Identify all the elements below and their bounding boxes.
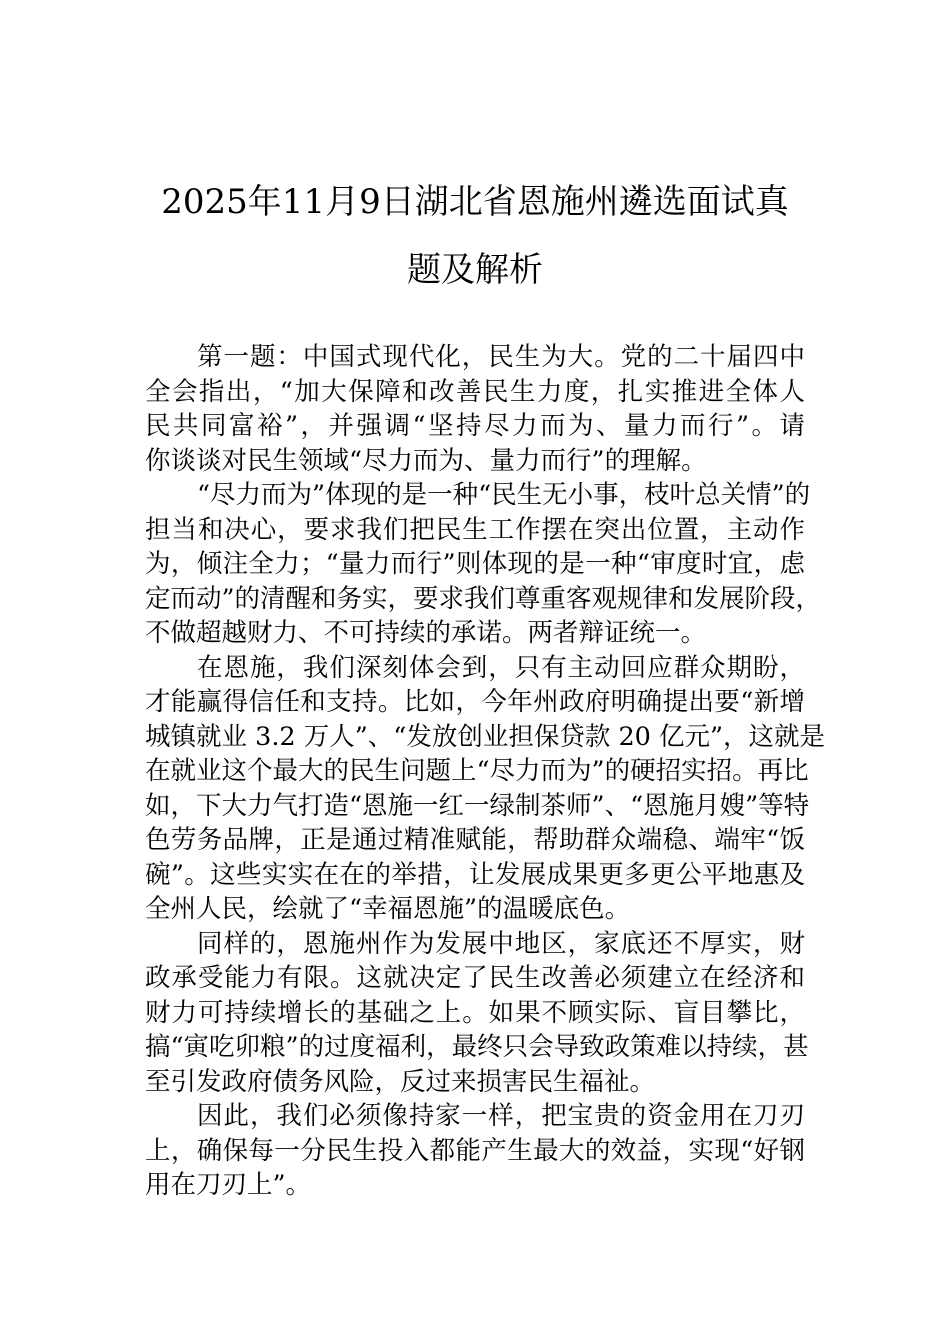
text-line: 上，确保每一分民生投入都能产生最大的效益，实现“好钢 [145,1135,805,1166]
text-line: 如，下大力气打造“恩施一红一绿制茶师”、“恩施月嫂”等特 [145,790,810,821]
document-body [145,340,826,1203]
text-line: 城镇就业 3.2 万人”、“发放创业担保贷款 20 亿元”，这就是 [145,721,826,752]
text-line: 色劳务品牌，正是通过精准赋能，帮助群众端稳、端牢“饭 [145,825,805,855]
document-title-line-1: 2025年11月9日湖北省恩施州遴选面试真 [161,182,789,222]
paragraph [145,340,805,478]
text-line: 才能赢得信任和支持。比如，今年州政府明确提出要“新增 [145,687,805,717]
text-line: 碗”。这些实实在在的举措，让发展成果更多更公平地惠及 [145,859,805,890]
text-line: 不做超越财力、不可持续的承诺。两者辩证统一。 [145,618,707,648]
text-line: 至引发政府债务风险，反过来损害民生福祉。 [145,1066,656,1097]
text-line: “尽力而为”体现的是一种“民生无小事，枝叶总关情”的 [197,480,811,510]
text-line: 你谈谈对民生领域“尽力而为、量力而行”的理解。 [145,445,707,476]
text-line: 在就业这个最大的民生问题上“尽力而为”的硬招实招。再比 [145,756,809,786]
text-line: 政承受能力有限。这就决定了民生改善必须建立在经济和 [145,963,805,993]
text-line: 民共同富裕”，并强调“坚持尽力而为、量力而行”。请 [145,411,805,441]
text-line: 为，倾注全力；“量力而行”则体现的是一种“审度时宜，虑 [145,549,805,579]
text-line: 因此，我们必须像持家一样，把宝贵的资金用在刀刃 [197,1101,805,1131]
text-line: 全会指出，“加大保障和改善民生力度，扎实推进全体人 [145,376,805,407]
paragraph [145,927,809,1100]
document-title-line-2: 题及解析 [407,250,543,290]
text-line: 用在刀刃上”。 [145,1170,312,1200]
text-line: 担当和决心，要求我们把民生工作摆在突出位置，主动作 [145,514,805,545]
paragraph [145,478,822,651]
text-line: 搞“寅吃卯粮”的过度福利，最终只会导致政策难以持续，甚 [145,1032,809,1062]
paragraph [145,651,826,927]
text-line: 全州人民，绘就了“幸福恩施”的温暖底色。 [145,894,631,924]
text-line: 财力可持续增长的基础之上。如果不顾实际、盲目攀比， [145,997,805,1028]
text-line: 同样的，恩施州作为发展中地区，家底还不厚实，财 [197,928,805,959]
text-line: 第一题：中国式现代化，民生为大。党的二十届四中 [197,342,805,372]
text-line: 定而动”的清醒和务实，要求我们尊重客观规律和发展阶段， [145,583,822,614]
paragraph [145,1099,805,1203]
text-line: 在恩施，我们深刻体会到，只有主动回应群众期盼， [197,652,805,683]
